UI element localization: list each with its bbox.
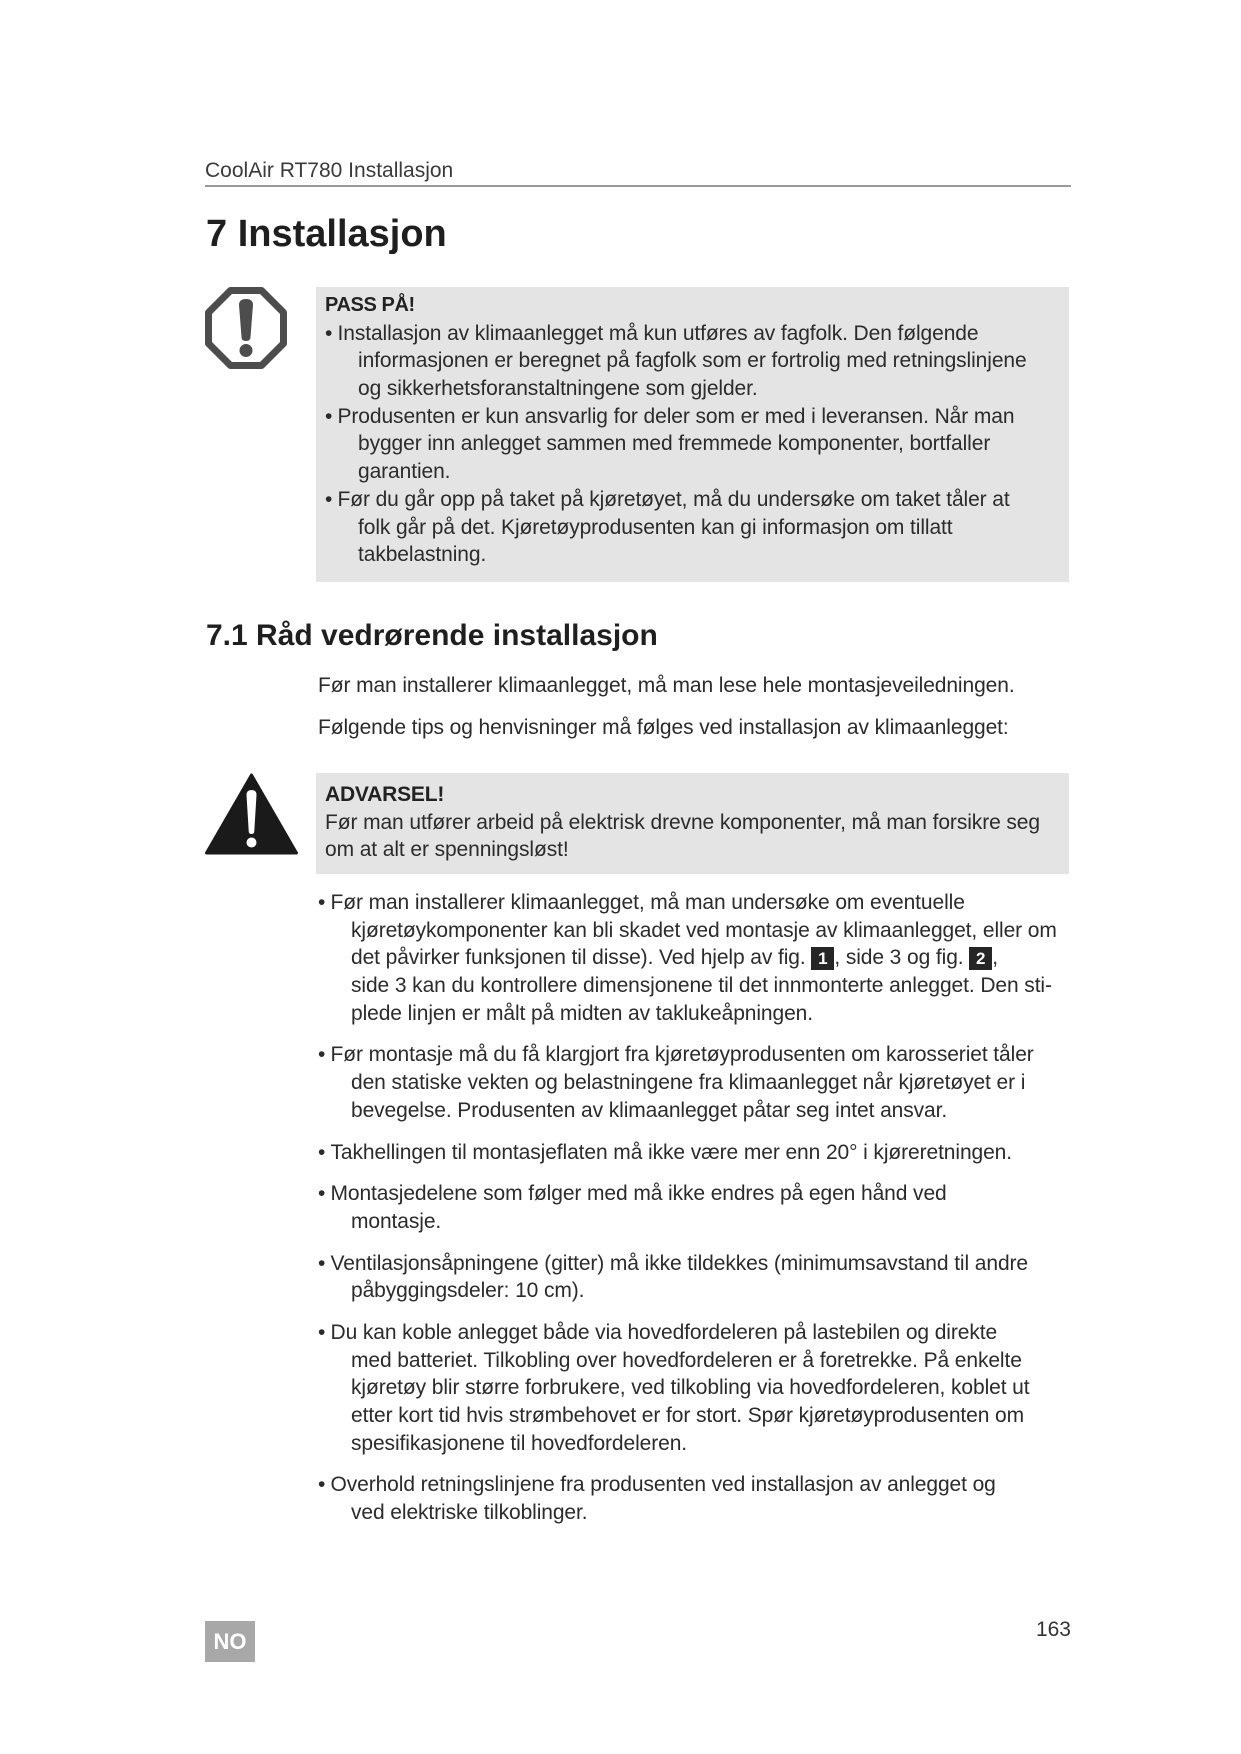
bullet-marker: • <box>318 891 326 914</box>
warning-text-line: om at alt er spenningsløst! <box>325 838 569 862</box>
bullet-text: Før man installerer klimaanlegget, må man undersøke om eventuelle <box>330 891 965 914</box>
bullet-marker: • <box>325 487 333 511</box>
bullet-marker: • <box>318 1251 326 1275</box>
bullet-line <box>325 375 1069 403</box>
bullet-text: bevegelse. Produsenten av klimaanlegget påtar seg intet ansvar. <box>351 1098 948 1122</box>
bullet-text: kjøretøy blir større forbrukere, ved tilkobling via hovedfordeleren, koblet ut <box>351 1376 1030 1400</box>
bullet-line <box>318 1208 1078 1236</box>
bullet-marker: • <box>318 1182 326 1206</box>
figure-reference-badge: 2 <box>969 947 992 970</box>
section-paragraph: Følgende tips og henvisninger må følges ved installasjon av klimaanlegget: <box>318 716 1009 739</box>
section-title: 7.1 Råd vedrørende installasjon <box>206 619 658 652</box>
bullet-text: spesifikasjonene til hovedfordeleren. <box>351 1431 688 1455</box>
warning-triangle-icon <box>205 773 298 855</box>
bullet-item <box>318 1250 1078 1305</box>
bullet-marker: • <box>318 1140 326 1164</box>
exclamation-dot <box>240 344 253 357</box>
bullet-line <box>318 1499 1078 1527</box>
bullet-line <box>318 1097 1078 1125</box>
bullet-line <box>318 1041 1078 1069</box>
bullet-text: , side 3 og fig. <box>834 946 970 970</box>
bullet-line <box>318 1471 1078 1499</box>
caution-bullet-list <box>325 320 1069 569</box>
bullet-line <box>325 458 1069 486</box>
bullet-text: folk går på det. Kjøretøyprodusenten kan gi informasjon om tillatt <box>358 515 953 539</box>
bullet-text: , <box>992 946 998 970</box>
bullet-line <box>318 1430 1078 1458</box>
bullet-line <box>318 944 1078 972</box>
installation-tips-list <box>318 889 1078 1527</box>
warning-label: ADVARSEL! <box>325 783 445 806</box>
caution-label: PASS PÅ! <box>325 294 415 316</box>
bullet-item <box>318 1041 1078 1124</box>
bullet-text: etter kort tid hvis strømbehovet er for stort. Spør kjøretøyprodusenten om <box>351 1404 1024 1427</box>
bullet-marker: • <box>318 1473 326 1497</box>
bullet-text: med batteriet. Tilkobling over hovedfordeleren er å foretrekke. På enkelte <box>351 1348 1022 1372</box>
bullet-text: Ventilasjonsåpningene (gitter) må ikke tildekkes (minimumsavstand til andre <box>330 1251 1028 1275</box>
bullet-text: side 3 kan du kontrollere dimensjonene til det innmonterte anlegget. Den sti- <box>351 974 1052 998</box>
bullet-line <box>325 541 1069 569</box>
bullet-line <box>318 1180 1078 1208</box>
bullet-text: Montasjedelene som følger med må ikke endres på egen hånd ved <box>330 1182 947 1206</box>
bullet-line <box>318 1277 1078 1305</box>
bullet-text: Produsenten er kun ansvarlig for deler som er med i leveransen. Når man <box>337 404 1015 428</box>
bullet-text: Før du går opp på taket på kjøretøyet, må du undersøke om taket tåler at <box>337 487 1010 511</box>
bullet-line <box>318 917 1078 945</box>
bullet-text: plede linjen er målt på midten av taklukeåpningen. <box>351 1001 813 1025</box>
bullet-line <box>325 403 1069 431</box>
bullet-text: kjøretøykomponenter kan bli skadet ved montasje av klimaanlegget, eller om <box>351 918 1057 942</box>
bullet-item <box>318 1319 1078 1457</box>
exclamation-dot <box>247 838 257 848</box>
bullet-line <box>318 1139 1078 1167</box>
bullet-text: montasje. <box>351 1209 442 1233</box>
bullet-item <box>325 320 1069 403</box>
warning-notice-box <box>316 773 1069 874</box>
bullet-line <box>318 1402 1078 1430</box>
bullet-marker: • <box>325 321 333 345</box>
exclamation-bar <box>239 299 253 341</box>
bullet-line <box>318 889 1078 917</box>
bullet-marker: • <box>318 1043 326 1067</box>
running-header-title: CoolAir RT780 Installasjon <box>205 159 454 182</box>
bullet-text: takbelastning. <box>358 543 487 567</box>
bullet-line <box>318 1319 1078 1347</box>
caution-octagon-icon <box>205 287 287 369</box>
bullet-text: den statiske vekten og belastningene fra klimaanlegget når kjøretøyet er i <box>351 1071 1026 1095</box>
bullet-text: Takhellingen til montasjeflaten må ikke være mer enn 20° i kjøreretningen. <box>330 1140 1012 1164</box>
bullet-line <box>325 514 1069 542</box>
bullet-line <box>318 1069 1078 1097</box>
bullet-line <box>325 430 1069 458</box>
bullet-text: informasjonen er beregnet på fagfolk som er fortrolig med retningslinjene <box>358 349 1027 373</box>
bullet-text: Overhold retningslinjene fra produsenten ved installasjon av anlegget og <box>330 1473 996 1497</box>
bullet-line <box>318 1000 1078 1028</box>
bullet-line <box>325 347 1069 375</box>
chapter-title: 7 Installasjon <box>206 213 447 255</box>
bullet-marker: • <box>318 1320 326 1344</box>
bullet-text: bygger inn anlegget sammen med fremmede komponenter, bortfaller <box>358 432 991 456</box>
bullet-line <box>318 1374 1078 1402</box>
figure-reference-badge: 1 <box>811 947 834 970</box>
bullet-line <box>318 972 1078 1000</box>
bullet-text: det påvirker funksjonen til disse). Ved hjelp av fig. <box>351 946 812 970</box>
bullet-item <box>318 889 1078 1027</box>
bullet-line <box>325 486 1069 514</box>
bullet-line <box>325 320 1069 348</box>
warning-text-line: Før man utfører arbeid på elektrisk drevne komponenter, må man forsikre seg <box>325 810 1040 834</box>
bullet-item <box>325 486 1069 569</box>
bullet-marker: • <box>325 404 333 428</box>
bullet-text: Før montasje må du få klargjort fra kjøretøyprodusenten om karosseriet tåler <box>330 1043 1034 1067</box>
bullet-line <box>318 1347 1078 1375</box>
bullet-text: garantien. <box>358 460 451 484</box>
section-paragraph: Før man installerer klimaanlegget, må man lese hele montasjeveiledningen. <box>318 674 1015 697</box>
bullet-text: og sikkerhetsforanstaltningene som gjelder. <box>358 377 758 401</box>
header-rule <box>205 185 1071 187</box>
bullet-item <box>318 1180 1078 1235</box>
bullet-item <box>325 403 1069 486</box>
bullet-text: Du kan koble anlegget både via hovedfordeleren på lastebilen og direkte <box>330 1320 998 1344</box>
bullet-item <box>318 1471 1078 1526</box>
language-badge: NO <box>205 1621 255 1662</box>
caution-notice-box <box>316 287 1069 582</box>
bullet-text: påbyggingsdeler: 10 cm). <box>351 1279 585 1303</box>
bullet-text: ved elektriske tilkoblinger. <box>351 1501 588 1525</box>
bullet-line <box>318 1250 1078 1278</box>
page-number: 163 <box>1035 1618 1071 1641</box>
bullet-item <box>318 1139 1078 1167</box>
bullet-text: Installasjon av klimaanlegget må kun utføres av fagfolk. Den følgende <box>337 321 979 345</box>
